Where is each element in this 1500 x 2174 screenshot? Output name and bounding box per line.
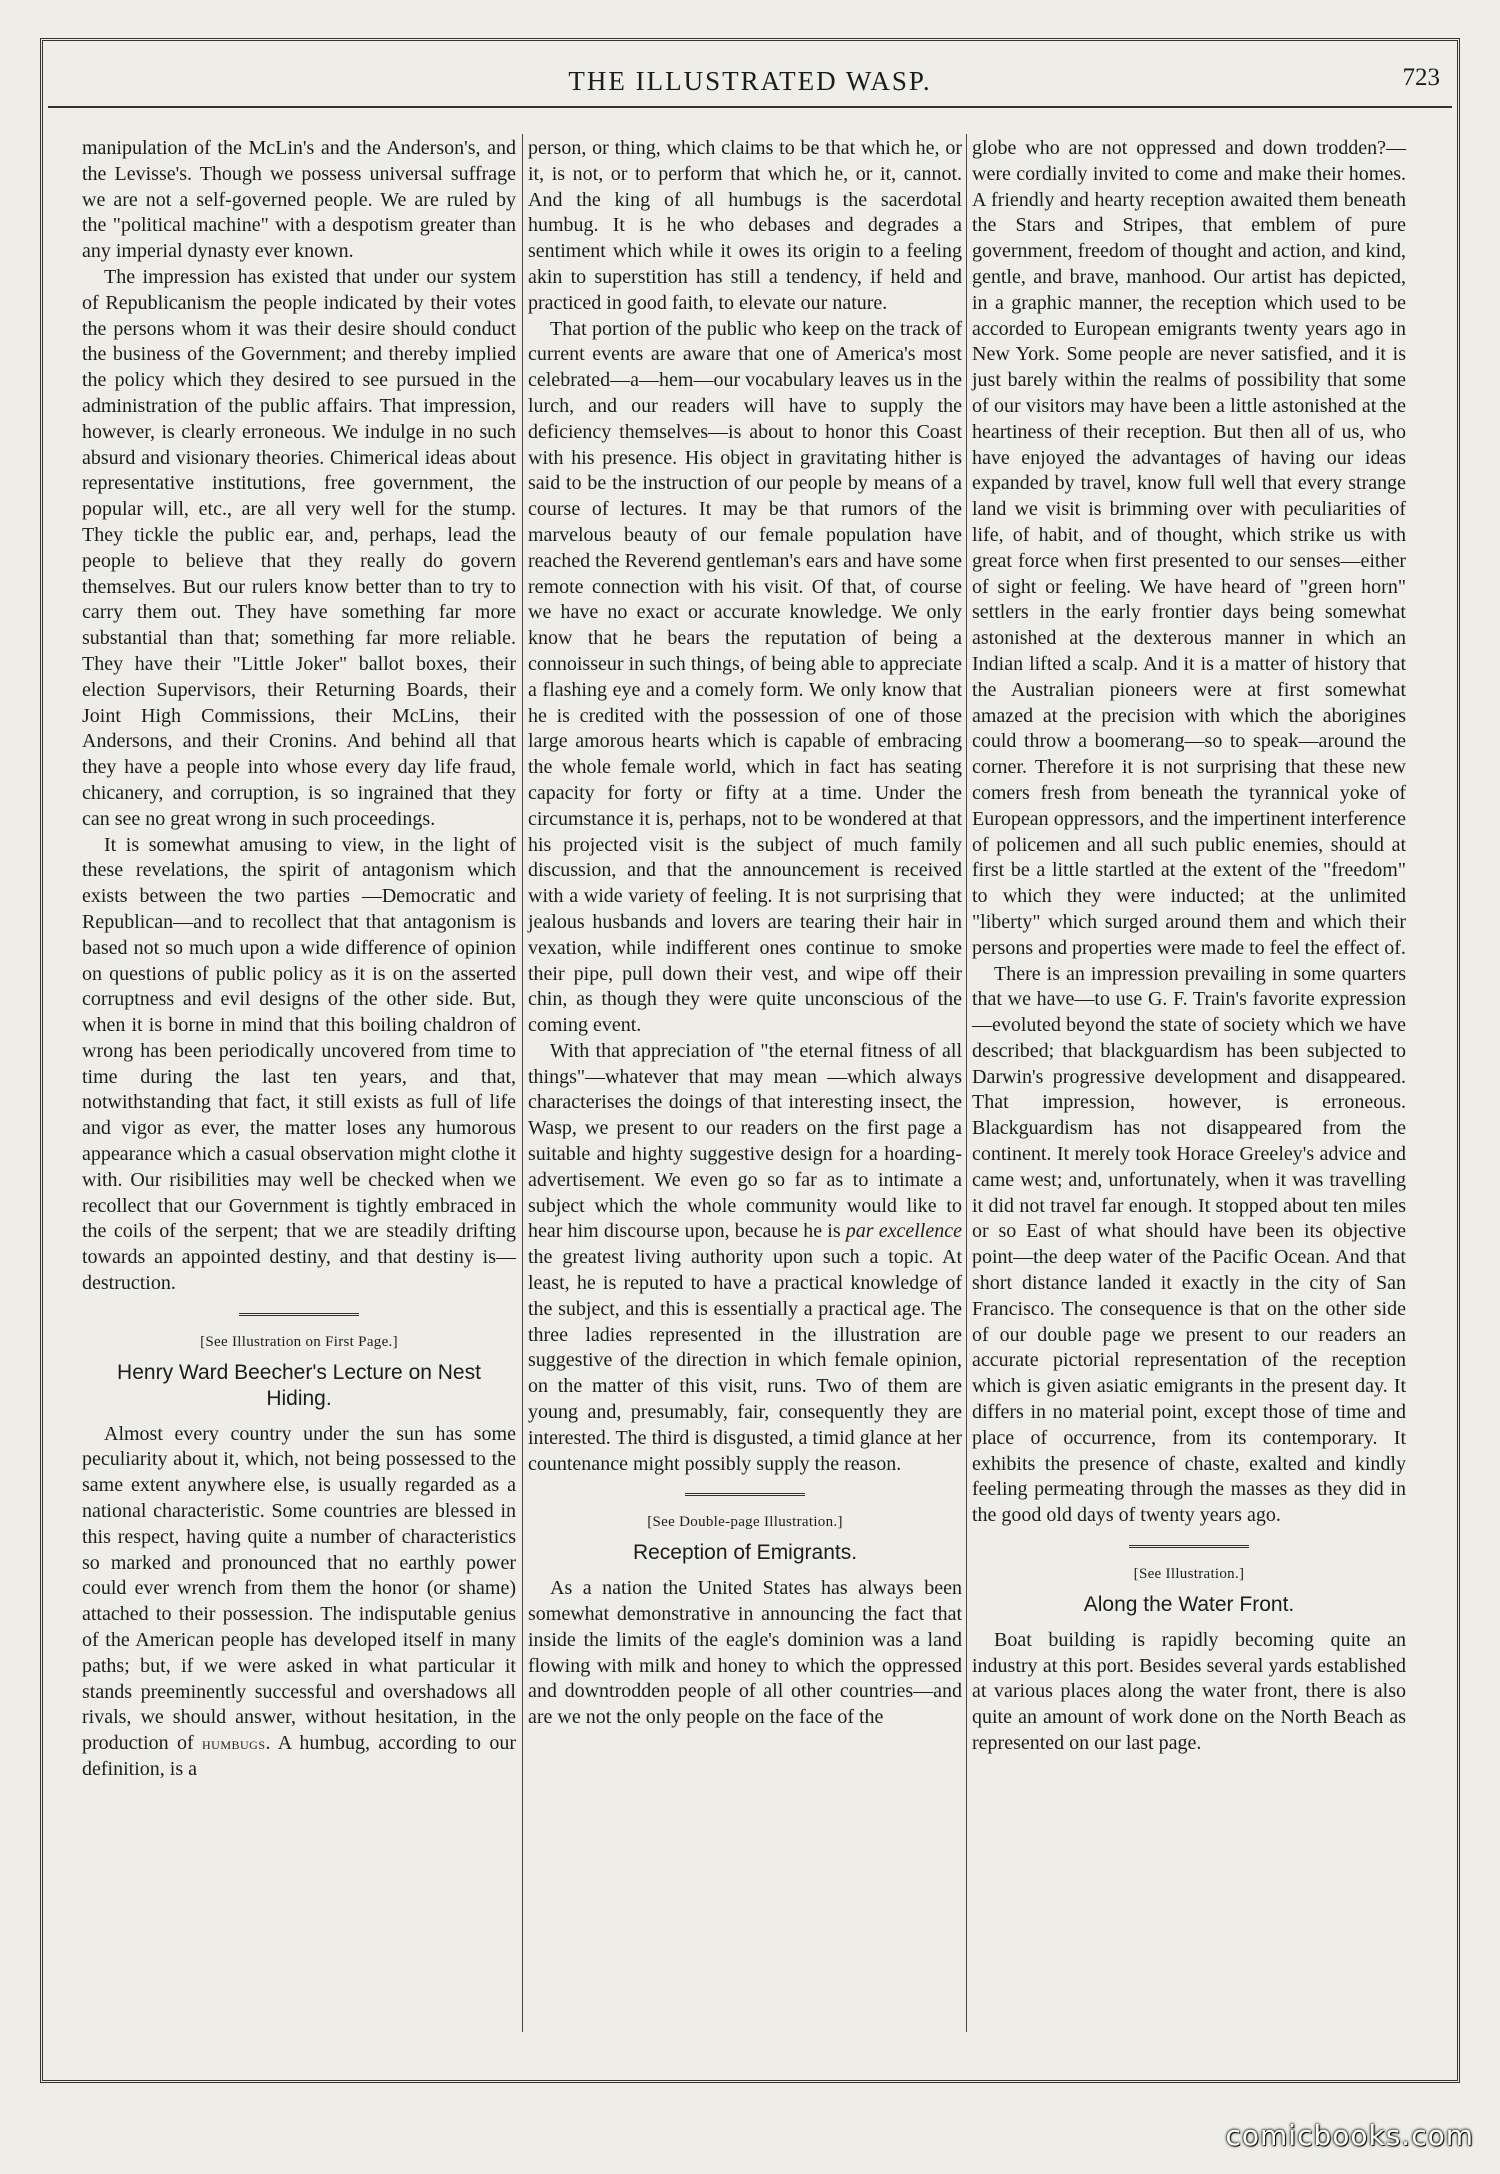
illustration-reference: [See Double-page Illustration.]	[647, 1514, 843, 1531]
section-separator	[239, 1313, 359, 1316]
paragraph: manipulation of the McLin's and the Anderson's, and the Levisse's. Though we possess universal suffrage we are not a self-governed people. We are ruled by the "political machine" with a despotism greater than any imperial dynasty ever known.	[82, 137, 516, 263]
illustration-reference: [See Illustration.]	[1133, 1566, 1245, 1583]
paragraph: With that appreciation of "the eternal fitness of all things"—whatever that may mean —which always characterises the doings of that interesting insect, the Wasp, we present to our readers on the first page a suitable and highty suggestive design for a hoarding-advertisement. We even go so far as to intimate a subject which the whole community would like to hear him discourse upon, because he is par excellence the greatest living authority upon such a topic. At least, he is reputed to have a practical knowledge of the subject, and this is essentially a practical age. The three ladies represented in the illustration are suggestive of the direction in which female opinion, on the matter of this visit, runs. Two of them are young and, presumably, fair, consequently they are interested. The third is disgusted, a timid glance at her countenance might possibly supply the reason.	[528, 1039, 962, 1475]
column-1	[82, 136, 516, 1783]
paragraph: Boat building is rapidly becoming quite an industry at this port. Besides several yards established at various places along the water front, there is also quite an amount of work done on the North Beach as represented on our last page.	[972, 1628, 1406, 1755]
column-rule-left	[522, 134, 523, 2032]
paragraph: That portion of the public who keep on the track of current events are aware that one of America's most celebrated—a—hem—our vocabulary leaves us in the lurch, and our readers will have to supply the deficiency themselves—is about to honor this Coast with his presence. His object in gravitating hither is said to be the instruction of our people by means of a course of lectures. It may be that rumors of the marvelous beauty of our female population have reached the Reverend gentleman's ears and have some remote connection with his visit. Of that, of course we have no exact or accurate knowledge. We only know that he bears the reputation of being a connoisseur in such things, of being able to appreciate a flashing eye and a comely form. We only know that he is credited with the possession of one of those large amorous hearts which is capable of embracing the whole female world, which in fact has seating capacity for forty or fifty at a time. Under the circumstance it is, perhaps, not to be wondered at that his projected visit is the subject of much family discussion, and that the announcement is received with a wide variety of feeling. It is not surprising that jealous husbands and lovers are tearing their hair in vexation, while indifferent ones continue to smoke their pipe, pull down their vest, and wipe off their chin, as though they were quite unconscious of the coming event.	[528, 317, 962, 1037]
paragraph: The impression has existed that under our system of Republicanism the people indicated by their votes the persons whom it was their desire should conduct the business of the Government; and thereby implied the policy which they desired to see pursued in the administration of the public affairs. That impression, however, is clearly erroneous. We indulge in no such absurd and visionary theories. Chimerical ideas about representative institutions, free government, the popular will, etc., are all very well for the stump. They tickle the public ear, and, perhaps, lead the people to believe that they really do govern themselves. But our rulers know better than to try to carry them out. They have something far more substantial than that; something far more reliable. They have their "Little Joker" ballot boxes, their election Supervisors, their Returning Boards, their Joint High Commissions, their McLins, their Andersons, and their Cronins. And behind all that they have a people into whose every day life fraud, chicanery, and corruption, is so ingrained that they can see no great wrong in such proceedings.	[82, 265, 516, 830]
article-title: Reception of Emigrants.	[632, 1541, 858, 1565]
small-caps-word: humbugs	[201, 1734, 266, 1754]
column-3	[972, 136, 1406, 1757]
masthead	[48, 56, 1452, 108]
italic-phrase: par excellence	[845, 1220, 962, 1243]
site-watermark: comicbooks.com	[1225, 2119, 1474, 2152]
paragraph: person, or thing, which claims to be that which he, or it, is not, or to perform that which he, or it, cannot. And the king of all humbugs is the sacerdotal humbug. It is he who debases and degrades a sentiment which while it owes its origin to a feeling akin to superstition has still a tendency, if held and practiced in good faith, to elevate our nature.	[528, 137, 962, 314]
column-2	[528, 136, 962, 1731]
article-title: Along the Water Front.	[1083, 1592, 1295, 1616]
page-title: THE ILLUSTRATED WASP.	[568, 66, 932, 96]
paragraph: There is an impression prevailing in some quarters that we have—to use G. F. Train's favorite expression—evoluted beyond the state of society which we have described; that blackguardism has been subjected to Darwin's progressive development and disappeared. That impression, however, is erroneous. Blackguardism has not disappeared from the continent. It merely took Horace Greeley's advice and came west; and, unfortunately, when it was travelling it did not travel far enough. It stopped about ten miles or so East of what should have been its objective point—the deep water of the Pacific Ocean. And that short distance landed it exactly in the city of San Francisco. The consequence is that on the other side of our double page we present to our readers an accurate pictorial representation of the reception which is given asiatic emigrants in the present day. It differs in no material point, except those of time and place of occurrence, from its contemporary. It exhibits the presence of chaste, exalted and kindly feeling permeating through the masses as they did in the good old days of twenty years ago.	[972, 962, 1406, 1527]
section-separator	[1129, 1545, 1249, 1548]
paragraph: As a nation the United States has always been somewhat demonstrative in announcing the fact that inside the limits of the eagle's dominion was a land flowing with milk and honey to which the oppressed and downtrodden people of all other countries—and are we not the only people on the face of the	[528, 1577, 962, 1729]
paragraph: Almost every country under the sun has some peculiarity about it, which, not being possessed to the same extent anywhere else, is usually regarded as a national characteristic. Some countries are blessed in this respect, having quite a number of characteristics so marked and pronounced that no earthly power could ever wrench from them the honor (or shame) attached to their possession. The indisputable genius of the American people has developed itself in many paths; but, if we were asked in what particular it stands preeminently successful and overshadows all rivals, we should answer, without hesitation, in the production of humbugs. A humbug, according to our definition, is a	[82, 1422, 517, 1781]
column-rule-right	[966, 134, 967, 2032]
paragraph: globe who are not oppressed and down trodden?—were cordially invited to come and make their homes. A friendly and hearty reception awaited them beneath the Stars and Stripes, that emblem of pure government, freedom of thought and action, and kind, gentle, and brave, manhood. Our artist has depicted, in a graphic manner, the reception which used to be accorded to European emigrants twenty years ago in New York. Some people are never satisfied, and it is just barely within the realms of possibility that some of our visitors may have been a little astonished at the heartiness of their reception. But then all of us, who have enjoyed the advantages of having our ideas expanded by travel, know full well that every strange land we visit is brimming over with peculiarities of life, of habit, and of thought, which strike us with great force when first presented to our senses—either of sight or feeling. We have heard of "green horn" settlers in the early frontier days being somewhat astonished at the dexterous manner in which an Indian lifted a scalp. And it is a matter of history that the Australian pioneers were at first somewhat amazed at the precision with which the aborigines could throw a boomerang—so to speak—around the corner. Therefore it is not surprising that these new comers fresh from beneath the tyrannical yoke of European oppressors, and the impertinent interference of policemen and all such public enemies, should at first be a little startled at the extent of the "freedom" to which they were inducted; at the unlimited "liberty" which surged around them and which their persons and properties were made to feel the effect of.	[972, 137, 1406, 959]
illustration-reference: [See Illustration on First Page.]	[200, 1333, 398, 1350]
section-separator	[685, 1493, 805, 1496]
paragraph: It is somewhat amusing to view, in the light of these revelations, the spirit of antagonism which exists between the two parties —Democratic and Republican—and to recollect that that antagonism is based not so much upon a wide difference of opinion on questions of public policy as it is on the asserted corruptness and evil designs of the other side. But, when it is borne in mind that this boiling chaldron of wrong has been periodically uncovered from time to time during the last ten years, and that, notwithstanding that fact, it still exists as full of life and vigor as ever, the matter loses any humorous appearance which a casual observation might clothe it with. Our risibilities may well be checked when we recollect that our Government is tightly embraced in the coils of the serpent; that we are steadily drifting towards an appointed destiny, and that destiny is—destruction.	[82, 833, 516, 1295]
article-title: Henry Ward Beecher's Lecture on Nest Hiding.	[117, 1360, 481, 1410]
page-number: 723	[1402, 64, 1440, 91]
